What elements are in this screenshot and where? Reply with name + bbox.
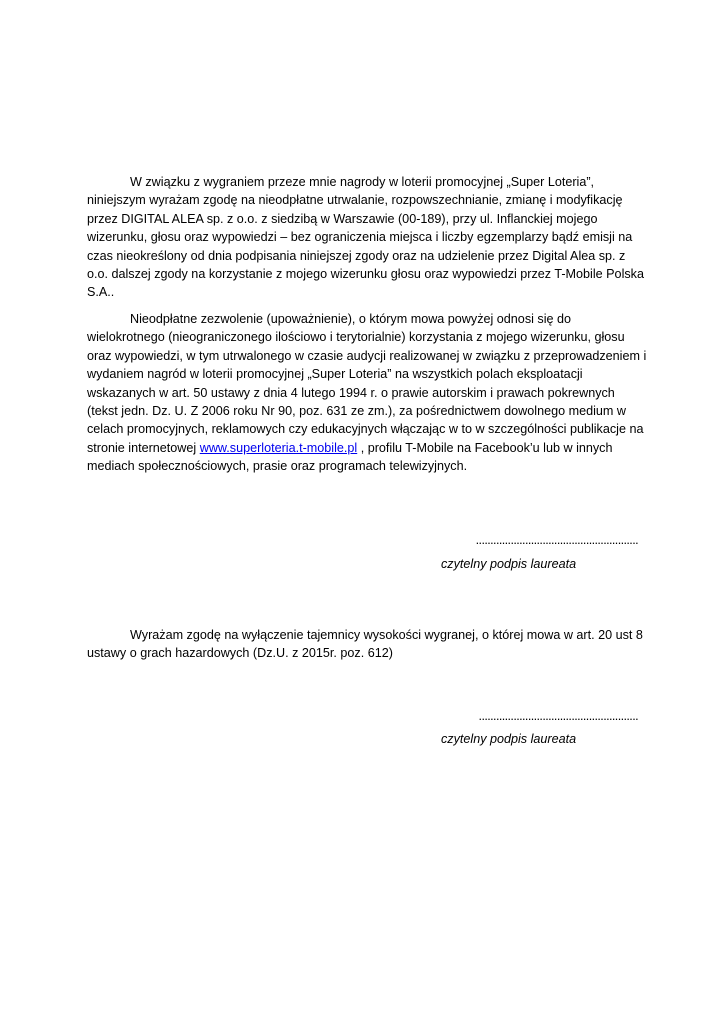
consent-image-paragraph: W związku z wygraniem przeze mnie nagrody w loterii promocyjnej „Super Loteria”, niniejszym wyrażam zgodę na nieodpłatne utrwalanie, rozpowszechnianie, zmianę i modyfikację przez DIGITAL ALEA sp. z o.o. z siedzibą w Warszawie (00-189), przy ul. Inflanckiej mojego wizerunku, głosu oraz wypowiedzi – bez ograniczenia miejsca i liczby egzemplarzy bądź emisji na czas nieokreślony od dnia podpisania niniejszej zgody oraz na udzielenie przez Digital Alea sp. z o.o. dalszej zgody na korzystanie z mojego wizerunku głosu oraz wypowiedzi przez T-Mobile Polska S.A.. (87, 175, 644, 300)
signature-line-1: ........................................................ (475, 533, 638, 547)
signature-caption-1: czytelny podpis laureata (441, 557, 577, 571)
permission-scope-paragraph (87, 310, 647, 476)
signature-caption-2: czytelny podpis laureata (441, 732, 577, 746)
permission-text-before-link: Nieodpłatne zezwolenie (upoważnienie), o którym mowa powyżej odnosi się do wielokrotnego (nieograniczonego ilościowo i terytorialnie) korzystania z mojego wizerunku, głosu oraz wypowiedzi, w tym utrwalonego w czasie audycji realizowanej w związku z przeprowadzeniem i wydaniem nagród w loterii promocyjnej „Super Loteria” na wszystkich polach eksploatacji wskazanych w art. 50 ustawy z dnia 4 lutego 1994 r. o prawie autorskim i prawach pokrewnych (tekst jedn. Dz. U. Z 2006 roku Nr 90, poz. 631 ze zm.), za pośrednictwem dowolnego medium w celach promocyjnych, reklamowych czy edukacyjnych włączając w to w szczególności publikacje na stronie internetowej (87, 312, 647, 455)
superloteria-website-link[interactable]: www.superloteria.t-mobile.pl (199, 440, 358, 455)
secrecy-waiver-paragraph: Wyrażam zgodę na wyłączenie tajemnicy wysokości wygranej, o której mowa w art. 20 ust 8 ustawy o grach hazardowych (Dz.U. z 2015r. poz. 612) (87, 628, 643, 661)
signature-line-2: ....................................................... (478, 709, 638, 723)
permission-text-after-link: , profilu T-Mobile na Facebook’u lub w innych mediach społecznościowych, prasie oraz programach telewizyjnych. (87, 440, 613, 474)
